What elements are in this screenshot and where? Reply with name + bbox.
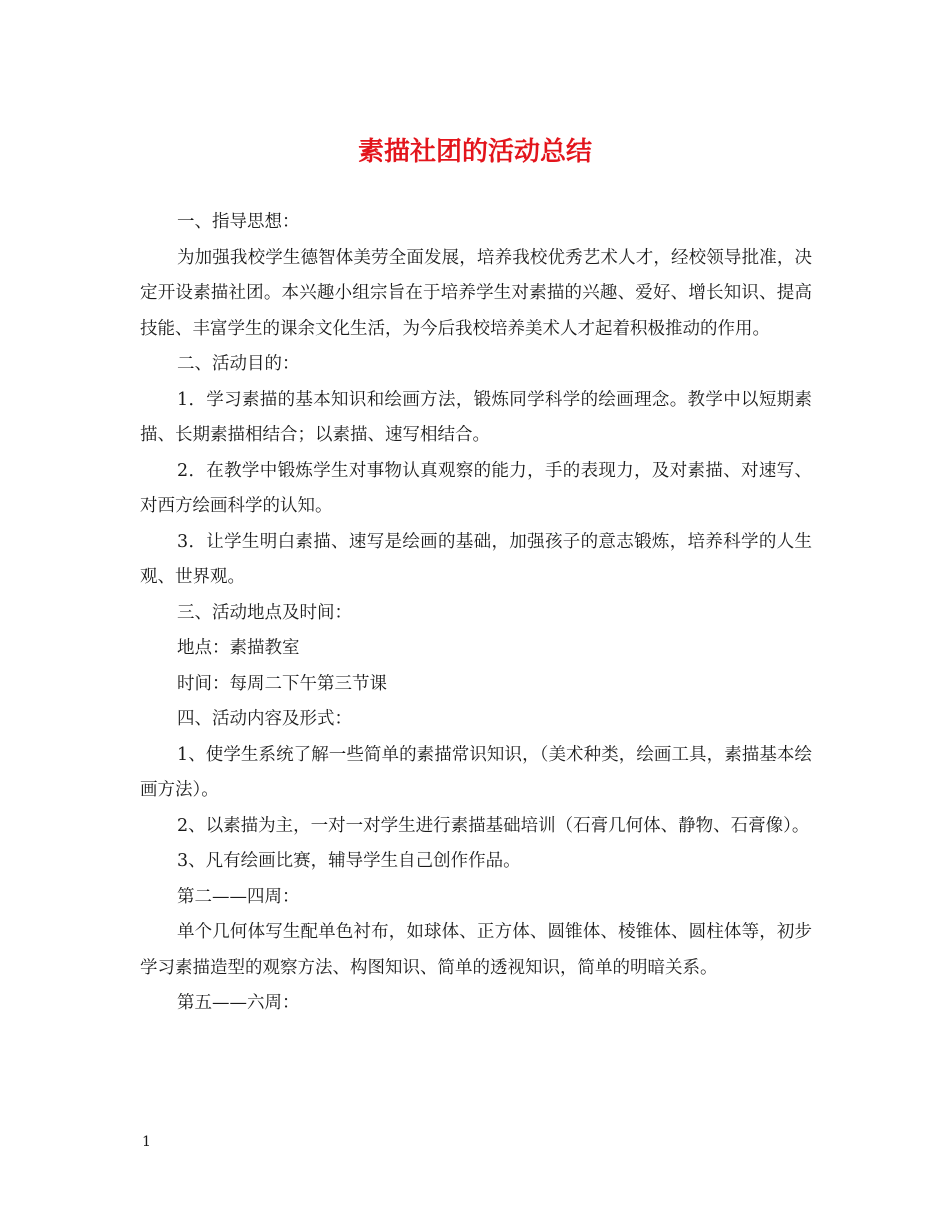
- section-heading-content-form: 四、活动内容及形式：: [177, 709, 352, 729]
- paragraph-guiding-thought: 为加强我校学生德智体美劳全面发展，培养我校优秀艺术人才，经校领导批准，决定开设素描社团。本兴趣小组宗旨在于培养学生对素描的兴趣、爱好、增长知识、提高技能、丰富学生的课余文化生活，为今后我校培养美术人才起着积极推动的作用。: [140, 247, 812, 339]
- paragraph-week-2-4: 单个几何体写生配单色衬布，如球体、正方体、圆锥体、棱锥体、圆柱体等，初步学习素描造型的观察方法、构图知识、简单的透视知识，简单的明暗关系。: [140, 922, 812, 978]
- week-heading-2-4: 第二——四周：: [177, 886, 300, 907]
- document-title: 素描社团的活动总结: [357, 137, 592, 167]
- time-line: 时间：每周二下午第三节课: [177, 673, 387, 694]
- purpose-item-2: 2．在教学中锻炼学生对事物认真观察的能力，手的表现力，及对素描、对速写、对西方绘画科学的认知。: [140, 460, 812, 516]
- content-item-3: 3、凡有绘画比赛，辅导学生自己创作作品。: [177, 851, 521, 871]
- content-item-2: 2、以素描为主，一对一对学生进行素描基础培训（石膏几何体、静物、石膏像）。: [177, 815, 810, 836]
- week-heading-5-6: 第五——六周：: [177, 993, 300, 1013]
- document-body: [140, 205, 812, 1022]
- section-heading-activity-purpose: 二、活动目的：: [177, 354, 300, 374]
- content-item-1: 1、使学生系统了解一些简单的素描常识知识，（美术种类，绘画工具，素描基本绘画方法）。: [140, 744, 812, 800]
- location-line: 地点：素描教室: [177, 638, 300, 658]
- page-number: 1: [142, 1134, 151, 1150]
- purpose-item-3: 3．让学生明白素描、速写是绘画的基础，加强孩子的意志锻炼，培养科学的人生观、世界观。: [140, 531, 812, 587]
- purpose-item-1: 1．学习素描的基本知识和绘画方法，锻炼同学科学的绘画理念。教学中以短期素描、长期素描相结合；以素描、速写相结合。: [140, 389, 812, 445]
- section-heading-guiding-thought: 一、指导思想：: [177, 212, 300, 232]
- section-heading-location-time: 三、活动地点及时间：: [177, 602, 352, 623]
